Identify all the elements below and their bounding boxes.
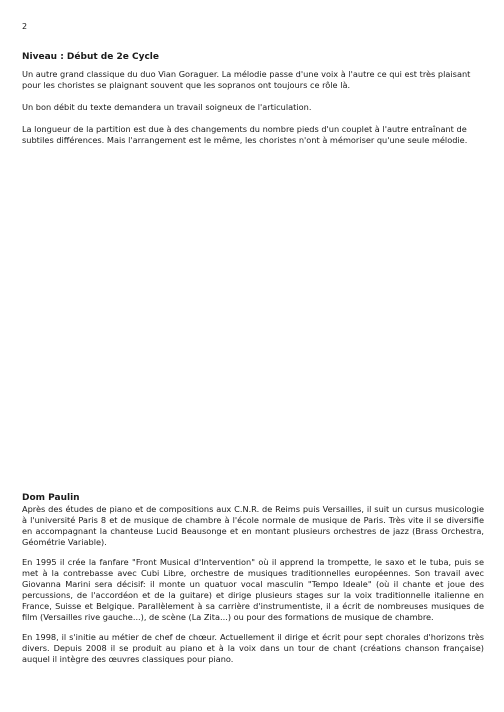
bio-paragraph-2: En 1995 il crée la fanfare "Front Musical d'Intervention" où il apprend la trompette, le saxo et le tuba, puis se met à la contrebasse avec Cubi Libre, orchestre de musiques traditionnelles européennes. Son travail avec Giovanna Marini sera décisif: il monte un quatuor vocal masculin "Tempo Ideale" (où il chante et joue des percussions, de l'accordéon et de la guitare) et dirige plusieurs stages sur la voix traditionnelle italienne en France, Suisse et Belgique. Parallèlement à sa carrière d'instrumentiste, il a écrit de nombreuses musiques de film (Versailles rive gauche...), de scène (La Zita...) ou pour des formations de musique de chambre. [22,557,484,622]
author-bio-section [22,493,484,674]
level-paragraph-1: Un autre grand classique du duo Vian Goraguer. La mélodie passe d'une voix à l'autre ce qui est très plaisant pour les choristes se plaignant souvent que les sopranos ont toujours ce rôle là. [22,69,471,90]
author-name: Dom Paulin [22,493,80,503]
page-number: 2 [22,22,28,31]
bio-paragraph-3: En 1998, il s'initie au métier de chef de chœur. Actuellement il dirige et écrit pour sept chorales d'horizons très divers. Depuis 2008 il se produit au piano et à la voix dans un tour de chant (créations chanson française) auquel il intègre des œuvres classiques pour piano. [22,632,484,664]
level-paragraph-2: Un bon débit du texte demandera un travail soigneux de l'articulation. [22,102,312,112]
bio-paragraph-1: Après des études de piano et de compositions aux C.N.R. de Reims puis Versailles, il suit un cursus musicologie à l'université Paris 8 et de musique de chambre à l'école normale de musique de Paris. Très vite il se diversifie en accompagnant la chanteuse Lucid Beausonge et en montant plusieurs orchestres de jazz (Brass Orchestra, Géométrie Variable). [22,504,484,547]
level-paragraph-3: La longueur de la partition est due à des changements du nombre pieds d'un couplet à l'autre entraînant de subtiles différences. Mais l'arrangement est le même, les choristes n'ont à mémoriser qu'une seule mélodie. [22,124,468,145]
level-heading: Niveau : Début de 2e Cycle [22,52,159,62]
level-section [22,52,484,157]
